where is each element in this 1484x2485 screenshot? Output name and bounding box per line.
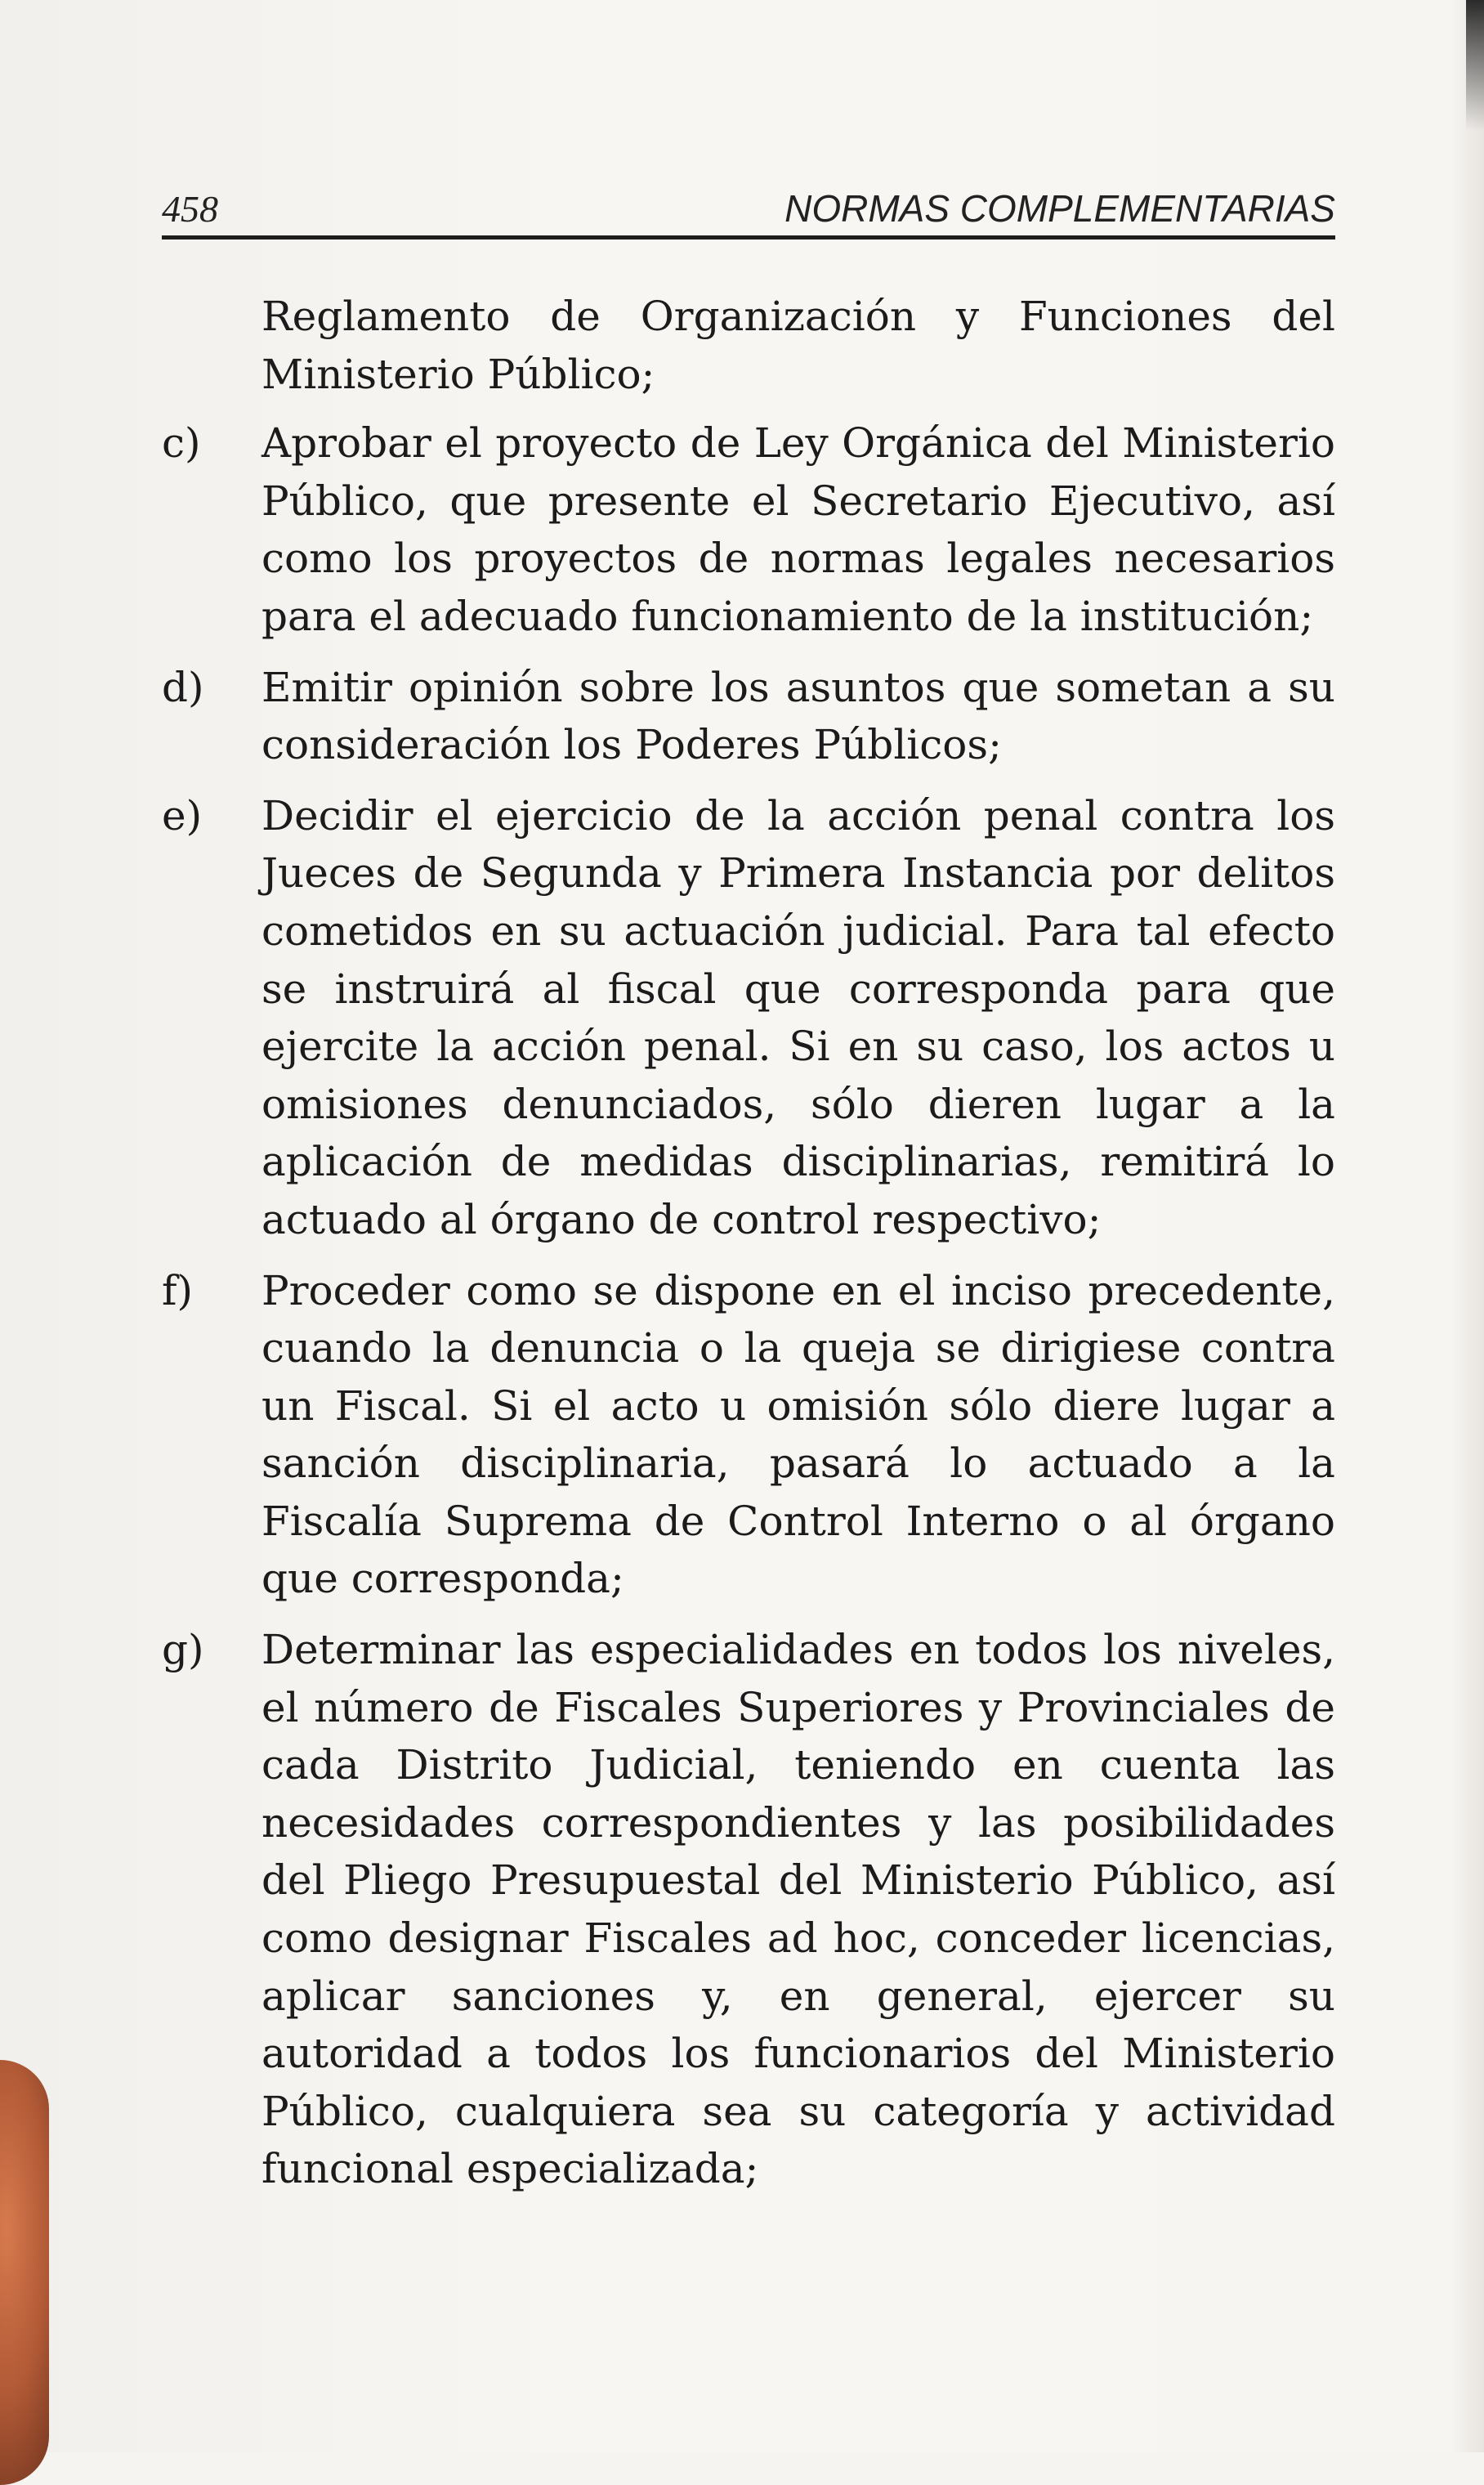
- page-number: 458: [162, 188, 218, 230]
- item-label: e): [162, 791, 203, 840]
- item-text: Emitir opinión sobre los asuntos que sometan a su consideración los Poderes Públicos;: [261, 663, 1335, 769]
- item-text: Determinar las especialidades en todos los niveles, el número de Fiscales Superiores y Provinciales de cada Distrito Judicial, teniendo en cuenta las necesidades correspondientes y las posibilidades del Pliego Presupuestal del Ministerio Público, así como designar Fiscales ad hoc, conceder licencias, aplicar sanciones y, en general, ejercer su autoridad a todos los funcionarios del Ministerio Público, cualquiera sea su categoría y actividad funcional especializada;: [261, 1626, 1335, 2193]
- item-label: f): [162, 1266, 194, 1314]
- running-head: NORMAS COMPLEMENTARIAS: [784, 187, 1335, 230]
- list-item: [162, 288, 1335, 403]
- item-text: Decidir el ejercicio de la acción penal contra los Jueces de Segunda y Primera Instancia por delitos cometidos en su actuación judicial. Para tal efecto se instruirá al fiscal que corresponda para que ejercite la acción penal. Si en su caso, los actos u omisiones denunciados, sólo dieren lugar a la aplicación de medidas disciplinarias, remitirá lo actuado al órgano de control respectivo;: [261, 791, 1335, 1243]
- list-item: [162, 1621, 1335, 2198]
- item-label: d): [162, 663, 204, 711]
- list-item: [162, 787, 1335, 1249]
- page-edge-shadow: [1451, 0, 1484, 2452]
- item-text: Aprobar el proyecto de Ley Orgánica del Ministerio Público, que presente el Secretario Ejecutivo, así como los proyectos de normas legales necesarios para el adecuado funcionamiento de la institución;: [261, 419, 1335, 640]
- corner-shadow: [1466, 0, 1484, 131]
- thumb-photo-artifact: [0, 2060, 49, 2485]
- item-text: Reglamento de Organización y Funciones del Ministerio Público;: [261, 293, 1335, 398]
- list-item: [162, 659, 1335, 774]
- item-text: Proceder como se dispone en el inciso precedente, cuando la denuncia o la queja se dirigiese contra un Fiscal. Si el acto u omisión sólo diere lugar a sanción disciplinaria, pasará lo actuado a la Fiscalía Suprema de Control Interno o al órgano que corresponda;: [261, 1266, 1335, 1603]
- list-item: [162, 414, 1335, 645]
- item-label: g): [162, 1626, 204, 1674]
- item-label: c): [162, 419, 201, 468]
- page-body: [162, 288, 1335, 2211]
- list-item: [162, 1262, 1335, 1609]
- page-header: [162, 170, 1335, 240]
